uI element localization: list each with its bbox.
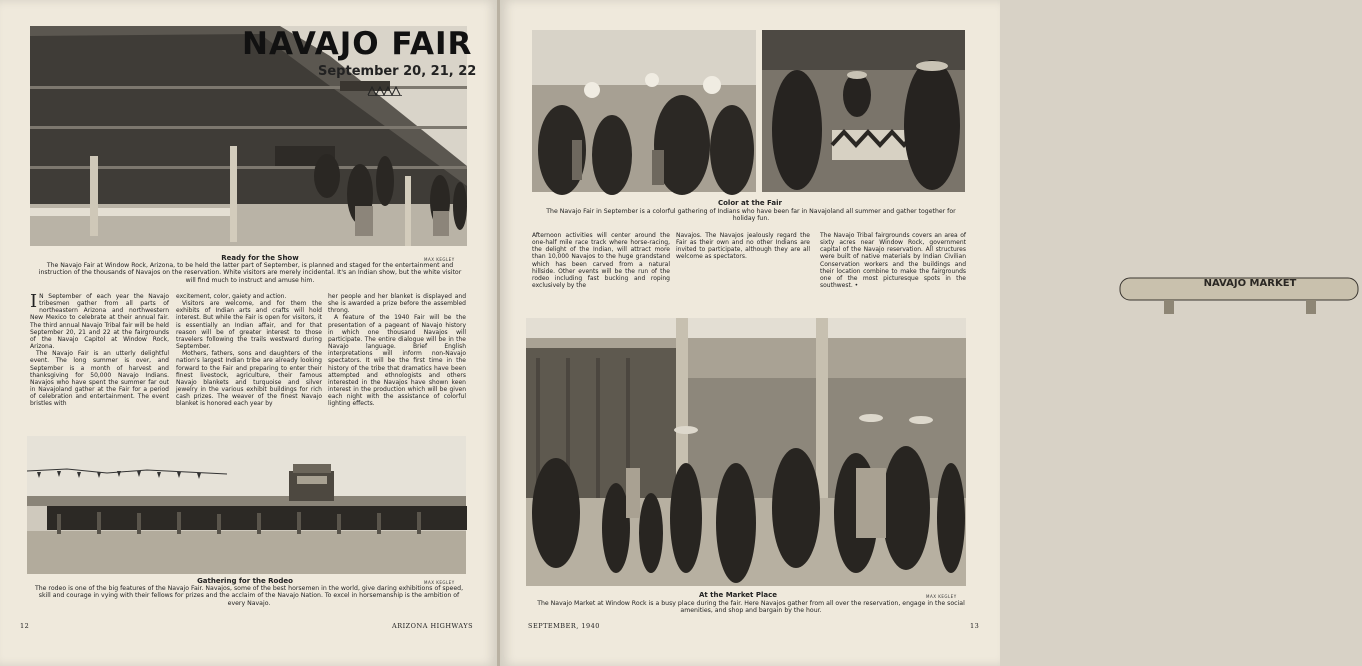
right-page: [500, 0, 1297, 666]
body-column-3: [328, 293, 466, 408]
photo2-caption: The rodeo is one of the big features of the Navajo Fair. Navajos, some of the best horsemen in the world, give daring exhibitions of speed, skill and courage in vying with their fellows for prizes and the acclaim of the Navajo Nation. To excel in horsemanship is the ambition of every Navajo.: [34, 585, 464, 607]
photo-market-credit: MAX KEGLEY: [926, 594, 957, 599]
photo1-heading: Ready for the Show: [221, 254, 299, 262]
page-number-right: 13: [970, 622, 980, 630]
magazine-name: ARIZONA HIGHWAYS: [392, 622, 474, 630]
body-col3-para1: her people and her blanket is displayed and she is awarded a prize before the assembled throng.: [328, 293, 466, 315]
end-mark: •: [854, 282, 859, 290]
photo-top-heading: Color at the Fair: [717, 199, 782, 207]
crowd-photo: [532, 30, 756, 192]
photo-market-caption: The Navajo Market at Window Rock is a busy place during the fair. Here Navajos gather from all over the reservation, engage in the social amenities, and shop and bargain by the hour.: [537, 600, 965, 615]
photo-top-caption: The Navajo Fair in September is a colorful gathering of Indians who have been far in Navajoland all summer and gather together for holiday fun.: [546, 208, 956, 223]
right-col3-text: The Navajo Tribal fairgrounds covers an area of sixty acres near Window Rock, government capital of the Navajo reservation. All structures were built of native materials by Indian Civilian Conservation workers and the buildings and their location combine to make the fairgrounds one of the most picturesque spots in the southwest.: [820, 232, 966, 290]
issue-date: SEPTEMBER, 1940: [528, 622, 600, 630]
dropcap: I: [30, 291, 38, 312]
rodeo-photo: [27, 436, 466, 574]
right-column-3: [820, 232, 966, 289]
body-col2-para2: Visitors are welcome, and for them the exhibits of Indian arts and crafts will hold interest. But while the Fair is open for visitors, it is essentially an Indian affair, and for that reason will be of greater interest to those travelers following the trails westward during September.: [176, 300, 322, 351]
body-column-1: [30, 293, 169, 408]
body-col2-para1: excitement, color, gaiety and action.: [176, 293, 287, 300]
body-col1-para2: The Navajo Fair is an utterly delightful event. The long summer is over, and September is a month of harvest and thanksgiving for 50,000 Navajo Indians. Navajos who have spent the summer far out in Navajoland gather at the Fair for a period of celebration and entertainment. The event bristles with: [30, 350, 169, 408]
article-title: NAVAJO FAIR: [242, 26, 473, 62]
right-col1-text: Afternoon activities will center around the one-half mile race track where horse-racing, the delight of the Indian, will attract more than 10,000 Navajos to the huge grandstand which has been carved from a natural hillside. Other events will be the run of the rodeo including fast bucking and roping exclusively by the: [532, 232, 670, 290]
weaver-booth-photo: [762, 30, 965, 192]
fair-dates: September 20, 21, 22: [318, 64, 477, 79]
photo2-heading: Gathering for the Rodeo: [197, 577, 293, 585]
zigzag-ornament-icon: [368, 86, 402, 96]
body-col3-para2: A feature of the 1940 Fair will be the presentation of a pageant of Navajo history in which one thousand Navajos will participate. The entire dialogue will be in the Navajo language. Brief English interpretations will inform non-Navajo spectators. It will be the first time in the history of the tribe that dramatics have been attempted and ethnologists and others interested in the Navajos have shown keen interest in the production which will be given each night with the assistance of colorful lighting effects.: [328, 314, 466, 408]
market-sign-text: [1190, 278, 1310, 289]
body-col1-para1: N September of each year the Navajo tribesmen gather from all parts of northeastern Arizona and northwestern New Mexico to celebrate at their annual fair. The third annual Navajo Tribal fair will be held September 20, 21 and 22 at the fairgrounds of the Navajo Capitol at Window Rock, Arizona.: [30, 293, 169, 351]
body-col2-para3: Mothers, fathers, sons and daughters of the nation's largest Indian tribe are already looking forward to the Fair and preparing to enter their finest livestock, agriculture, their famous Navajo blankets and turquoise and silver jewelry in the various exhibit buildings for rich cash prizes. The weaver of the finest Navajo blanket is honored each year by: [176, 350, 322, 408]
right-column-2: [676, 232, 810, 261]
market-photo: [526, 318, 966, 586]
right-column-1: [532, 232, 670, 289]
page-number-left: 12: [20, 622, 30, 630]
right-col2-text: Navajos. The Navajos jealously regard the Fair as their own and no other Indians are invited to participate, although they are all welcome as spectators.: [676, 232, 810, 261]
photo2-credit: MAX KEGLEY: [424, 580, 455, 585]
photo1-credit: MAX KEGLEY: [424, 257, 455, 262]
photo-market-heading: At the Market Place: [698, 591, 777, 599]
left-page: [0, 0, 498, 666]
body-column-2: [176, 293, 322, 408]
market-sign-label: NAVAJO MARKET: [1203, 278, 1297, 289]
photo1-caption: The Navajo Fair at Window Rock, Arizona, to be held the latter part of September, is planned and staged for the entertainment and instruction of the thousands of Navajos on the reservation. White visitors are merely incidental. It's an Indian show, but the white visitor will find much to instruct and amuse him.: [38, 262, 462, 284]
